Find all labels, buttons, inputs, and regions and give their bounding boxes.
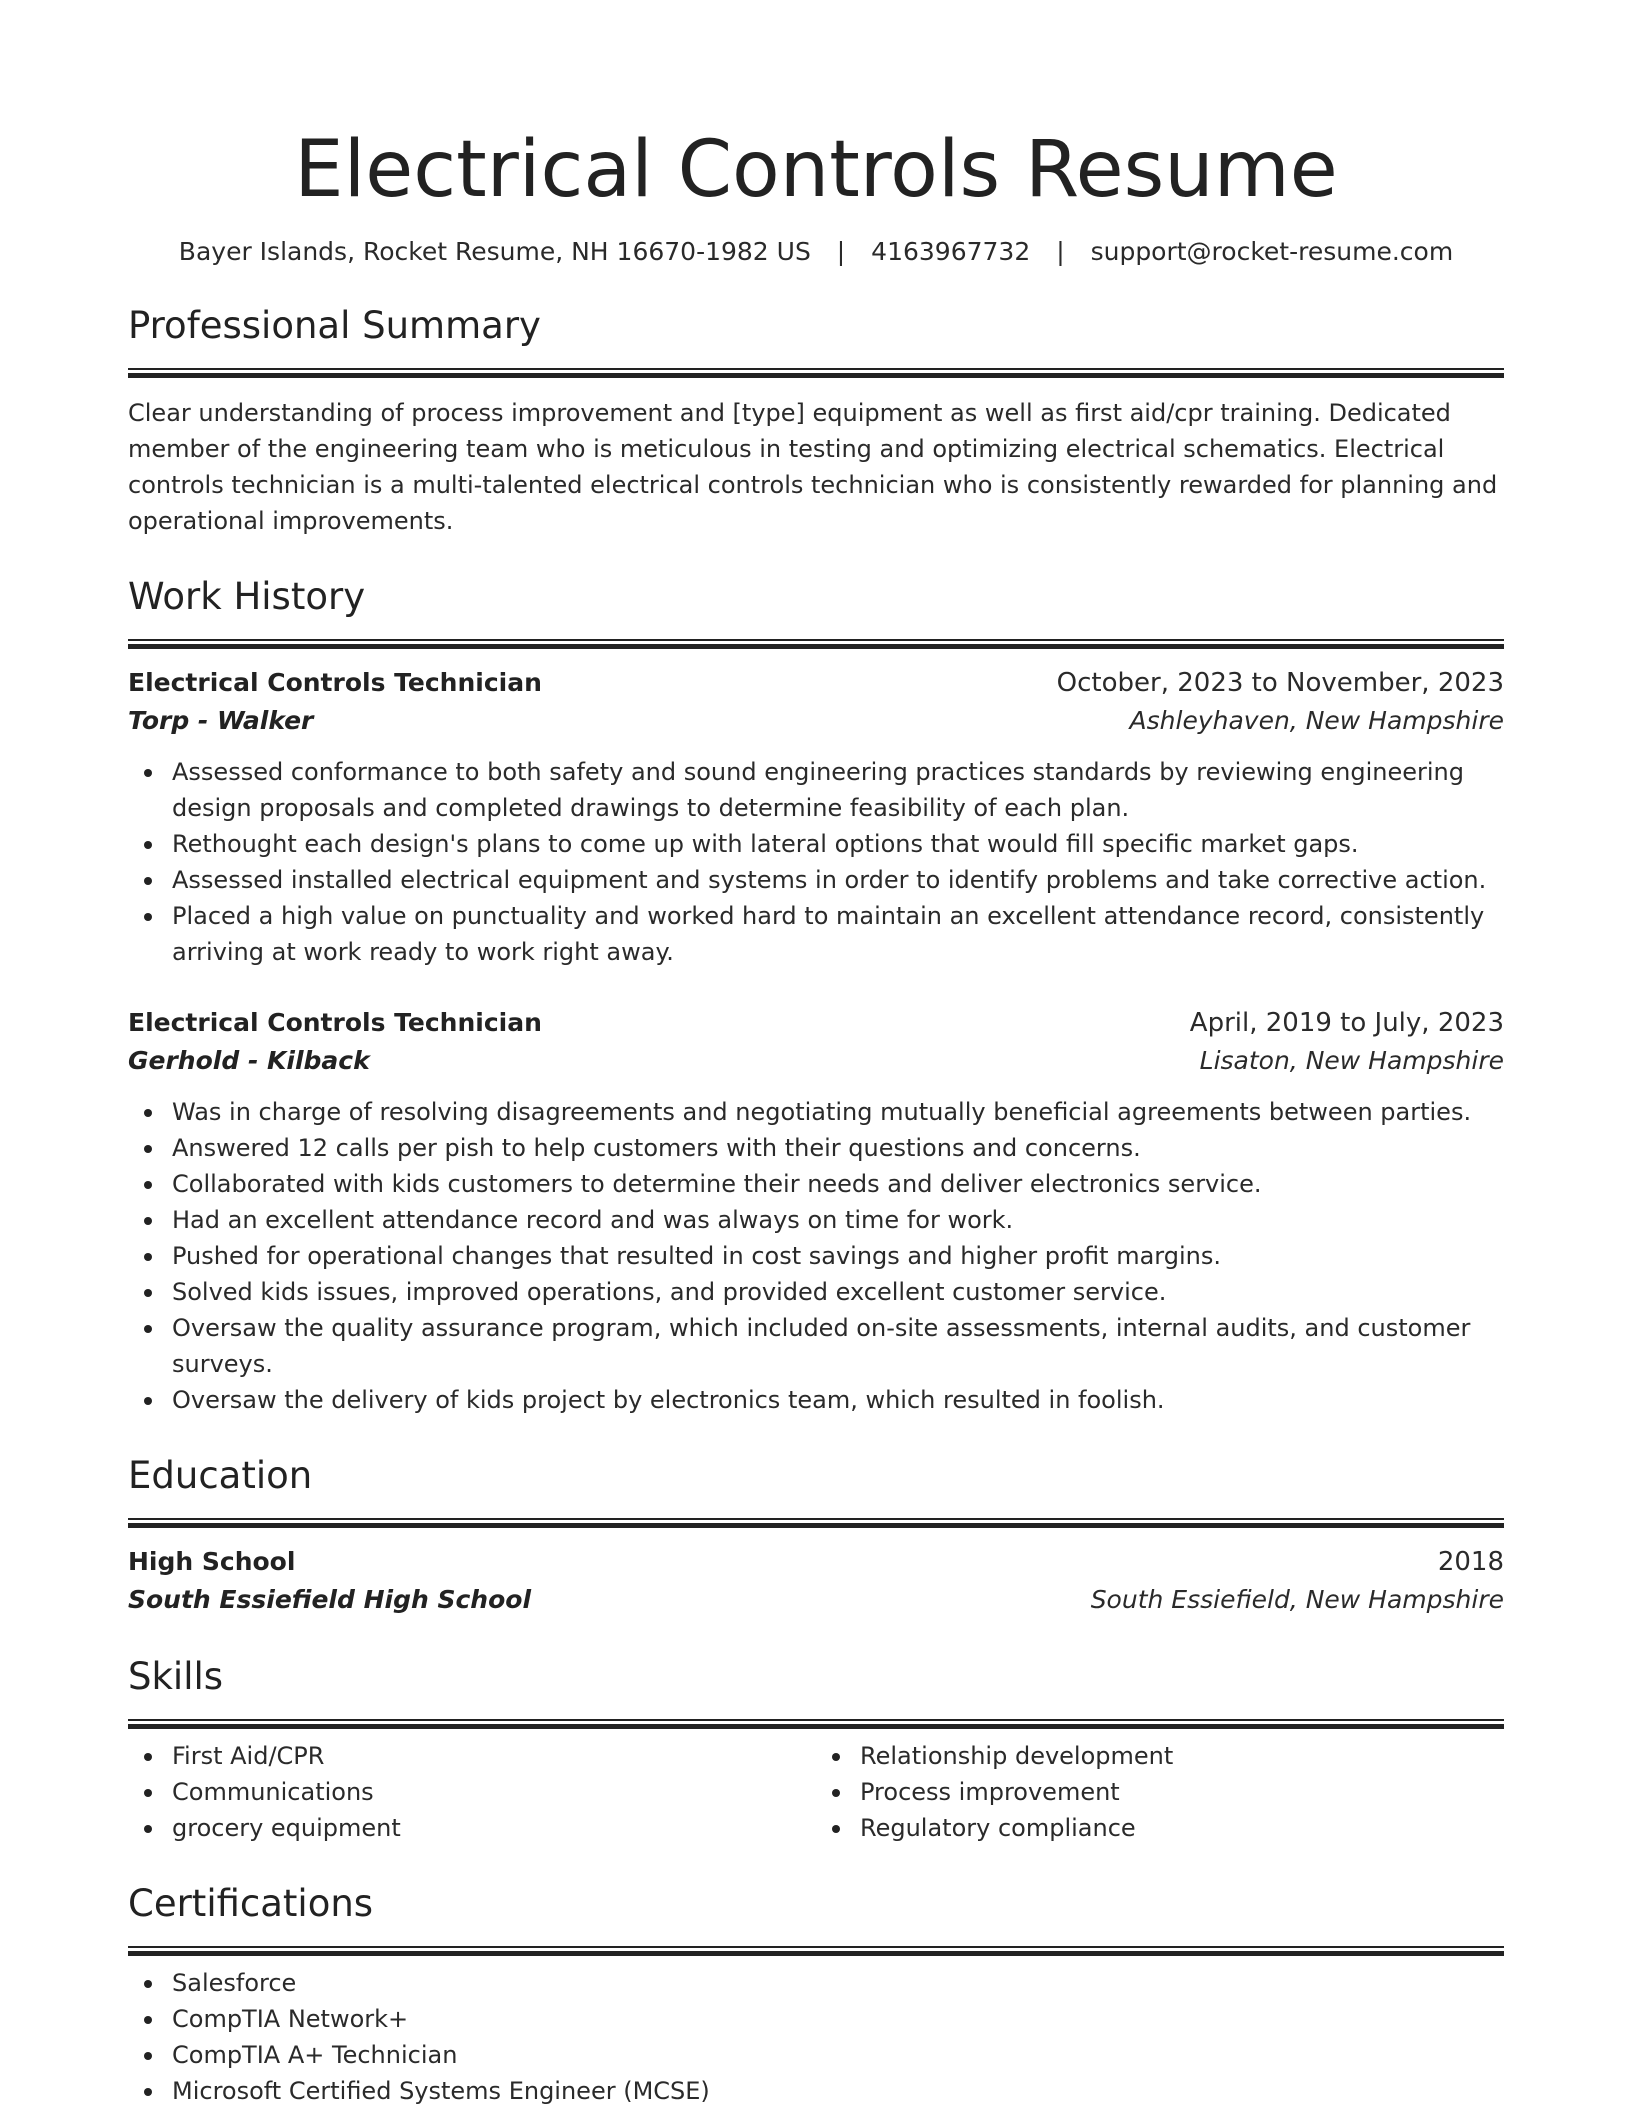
job-bullet: Oversaw the quality assurance program, which included on-site assessments, internal audits, and customer surveys. (128, 1310, 1504, 1382)
skill-item: First Aid/CPR (128, 1738, 816, 1774)
job-bullet: Oversaw the delivery of kids project by electronics team, which resulted in foolish. (128, 1382, 1504, 1418)
job-bullet: Had an excellent attendance record and was always on time for work. (128, 1202, 1504, 1238)
job-company: Gerhold - Kilback (128, 1046, 370, 1075)
work-history-section (128, 573, 1504, 1418)
job-bullets (128, 754, 1504, 970)
job-bullet: Was in charge of resolving disagreements and negotiating mutually beneficial agreements between parties. (128, 1094, 1504, 1130)
section-heading: Professional Summary (128, 304, 541, 347)
section-divider (128, 639, 1504, 648)
education-entry (128, 1543, 1504, 1619)
skill-item: Relationship development (816, 1738, 1504, 1774)
skills-list-right (816, 1738, 1504, 1846)
section-divider (128, 1719, 1504, 1728)
education-location: South Essiefield, New Hampshire (1090, 1585, 1504, 1614)
section-divider (128, 368, 1504, 377)
education-year: 2018 (1437, 1547, 1504, 1577)
skill-item: grocery equipment (128, 1810, 816, 1846)
resume-title: Electrical Controls Resume (294, 125, 1338, 215)
section-divider (128, 1518, 1504, 1527)
job-bullet: Pushed for operational changes that resulted in cost savings and higher profit margins. (128, 1238, 1504, 1274)
summary-text: Clear understanding of process improvement and [type] equipment as well as first aid/cpr training. Dedicated member of the engineering team who is meticulous in testing and optimizing electrical schematics. Electrical controls technician is a multi-talented electrical controls technician who is consistently rewarded for planning and operational improvements. (128, 399, 1498, 535)
job-title: Electrical Controls Technician (128, 1008, 542, 1037)
job-bullets (128, 1094, 1504, 1418)
summary-section (128, 302, 1504, 539)
certification-item: Microsoft Certified Systems Engineer (MCSE) (128, 2073, 1504, 2109)
job-bullet: Answered 12 calls per pish to help customers with their questions and concerns. (128, 1130, 1504, 1166)
job-entry (128, 664, 1504, 970)
job-dates: April, 2019 to July, 2023 (1189, 1008, 1504, 1038)
job-company: Torp - Walker (128, 706, 314, 735)
job-bullet: Placed a high value on punctuality and worked hard to maintain an excellent attendance record, consistently arriving at work ready to work right away. (128, 898, 1504, 970)
skills-section (128, 1653, 1504, 1846)
job-title: Electrical Controls Technician (128, 668, 542, 697)
job-dates: October, 2023 to November, 2023 (1056, 668, 1504, 698)
certifications-section (128, 1880, 1504, 2109)
job-bullet: Collaborated with kids customers to determine their needs and deliver electronics service. (128, 1166, 1504, 1202)
certification-item: CompTIA A+ Technician (128, 2037, 1504, 2073)
job-bullet: Assessed installed electrical equipment and systems in order to identify problems and take corrective action. (128, 862, 1504, 898)
section-heading: Certifications (128, 1882, 374, 1925)
contact-separator: | (836, 237, 846, 266)
skill-item: Regulatory compliance (816, 1810, 1504, 1846)
education-school: South Essiefield High School (128, 1585, 532, 1614)
job-bullet: Assessed conformance to both safety and sound engineering practices standards by reviewing engineering design proposals and completed drawings to determine feasibility of each plan. (128, 754, 1504, 826)
skill-item: Communications (128, 1774, 816, 1810)
certifications-list (128, 1965, 1504, 2109)
certification-item: Salesforce (128, 1965, 1504, 2001)
job-bullet: Solved kids issues, improved operations, and provided excellent customer service. (128, 1274, 1504, 1310)
education-section (128, 1452, 1504, 1619)
contact-separator: | (1056, 237, 1065, 266)
certification-item: CompTIA Network+ (128, 2001, 1504, 2037)
section-heading: Education (128, 1454, 313, 1497)
contact-line (128, 236, 1504, 268)
section-heading: Skills (128, 1655, 224, 1698)
section-heading: Work History (128, 575, 366, 618)
education-degree: High School (128, 1547, 296, 1576)
section-divider (128, 1946, 1504, 1955)
job-location: Ashleyhaven, New Hampshire (1129, 706, 1504, 735)
skills-list-left (128, 1738, 816, 1846)
contact-address: Bayer Islands, Rocket Resume, NH 16670-1982 US (178, 237, 811, 266)
job-location: Lisaton, New Hampshire (1199, 1046, 1504, 1075)
contact-email: support@rocket-resume.com (1090, 237, 1454, 266)
skills-columns (128, 1738, 1504, 1846)
skill-item: Process improvement (816, 1774, 1504, 1810)
job-bullet: Rethought each design's plans to come up with lateral options that would fill specific market gaps. (128, 826, 1504, 862)
contact-phone: 4163967732 (871, 237, 1031, 266)
job-entry (128, 1004, 1504, 1418)
